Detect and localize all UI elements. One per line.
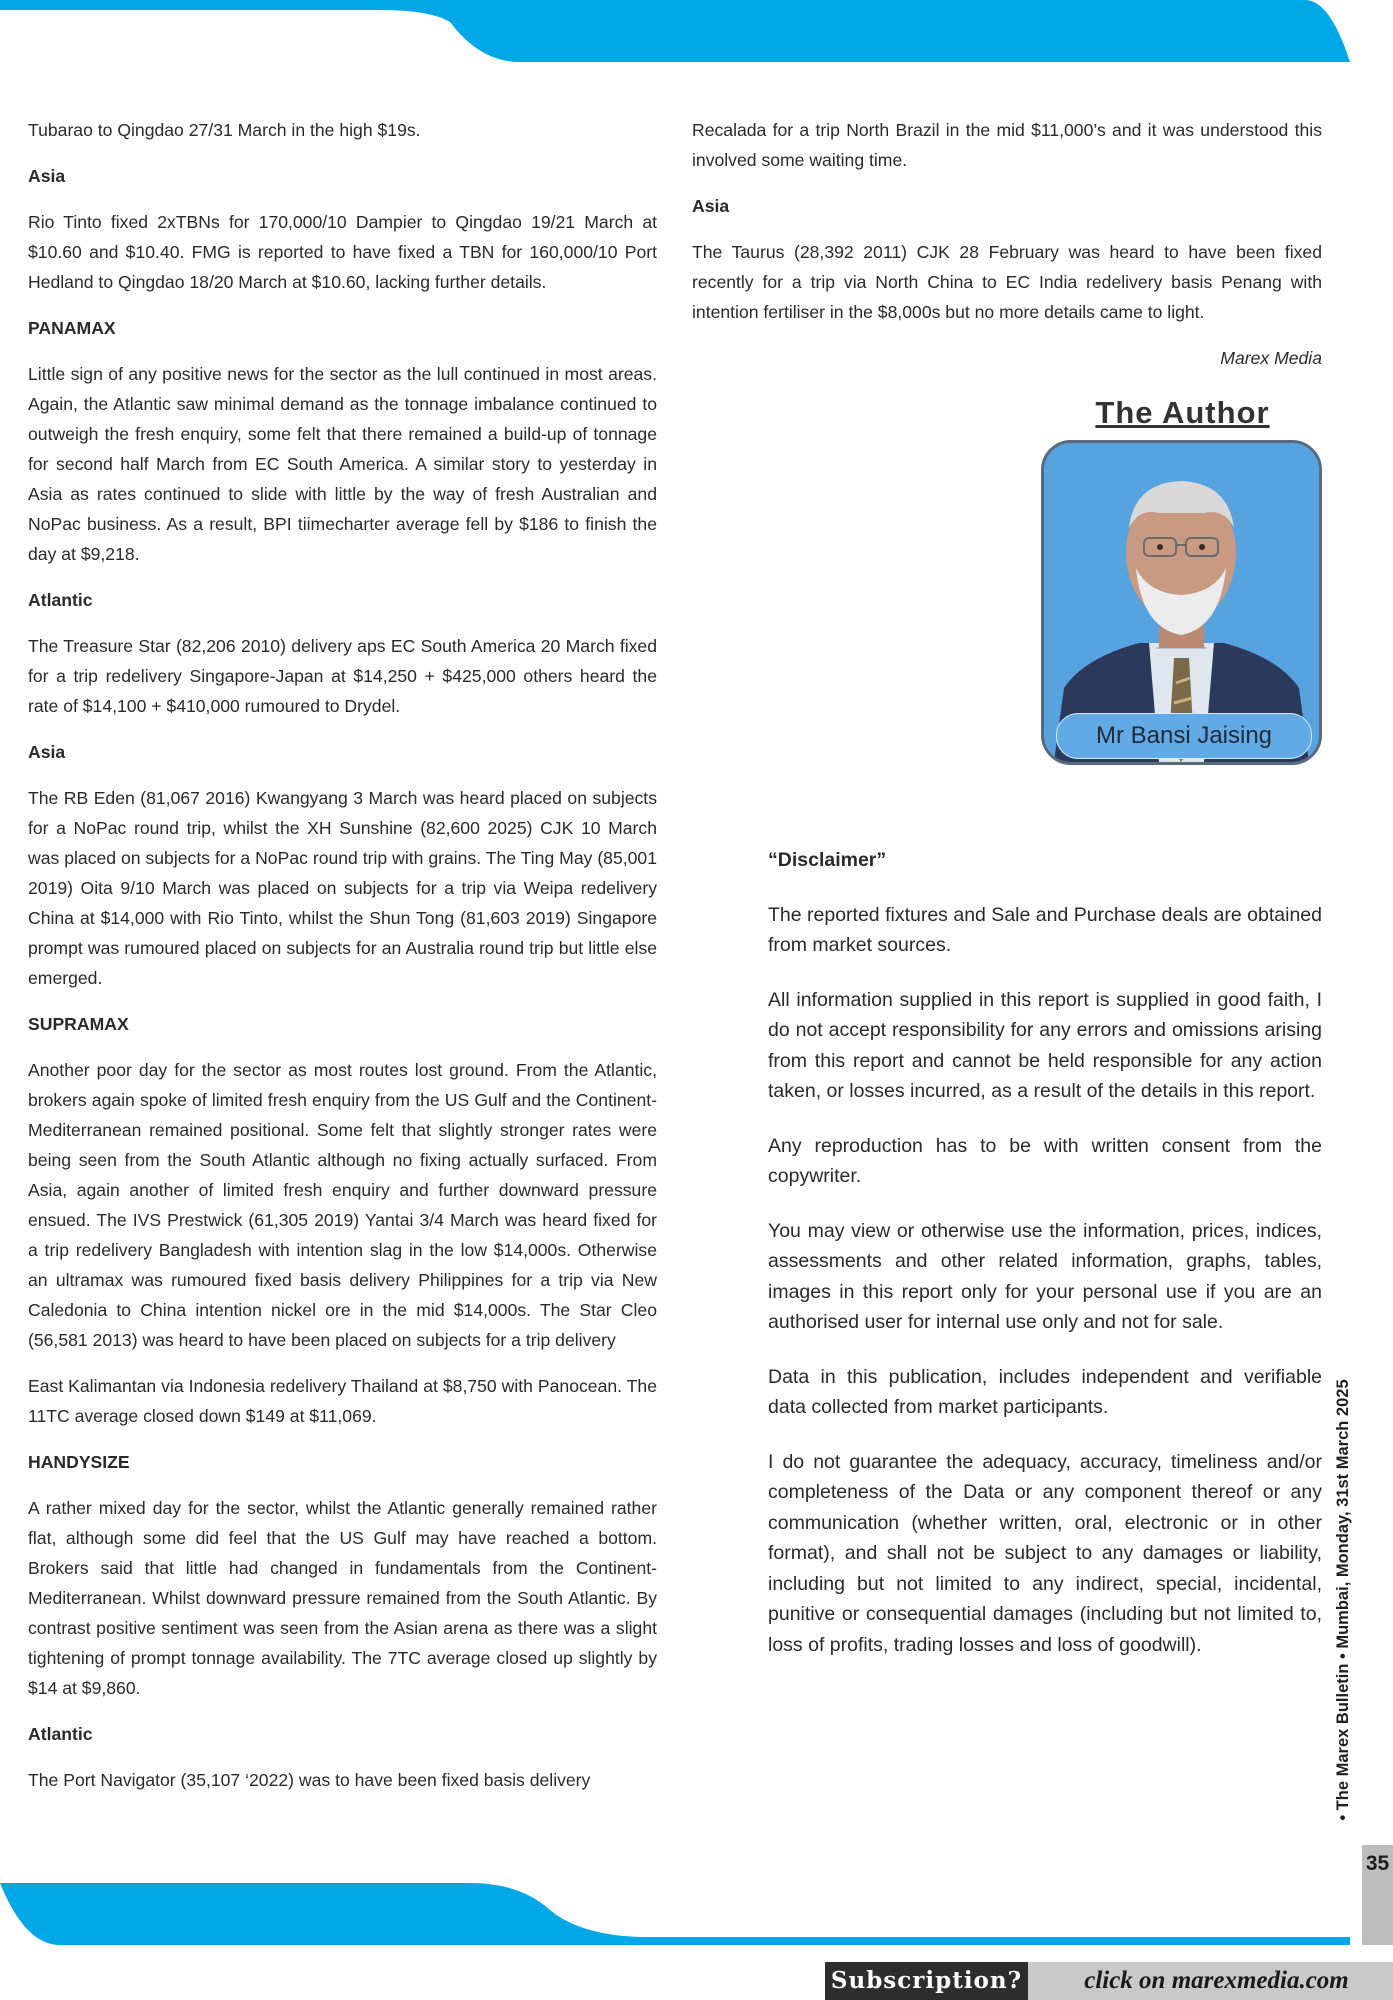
paragraph: Recalada for a trip North Brazil in the mid $11,000’s and it was understood this involved some waiting time. — [692, 120, 1322, 170]
left-column — [28, 115, 657, 1811]
disclaimer-paragraph: Any reproduction has to be with written consent from the copywriter. — [768, 1134, 1322, 1187]
paragraph: The Taurus (28,392 2011) CJK 28 February was heard to have been fixed recently for a trip via North China to EC India redelivery basis Penang with intention fertiliser in the $8,000s but no more details came to light. — [692, 242, 1322, 322]
vertical-publication-info: • The Marex Bulletin • Mumbai, Monday, 31st March 2025 — [1334, 1379, 1352, 1821]
section-heading-atlantic: Atlantic — [28, 1724, 93, 1744]
disclaimer-paragraph: The reported fixtures and Sale and Purchase deals are obtained from market sources. — [768, 903, 1322, 956]
subscription-label[interactable]: Subscription? — [825, 1962, 1028, 2000]
right-column — [692, 115, 1322, 389]
author-title: The Author — [1095, 395, 1270, 430]
disclaimer-paragraph: All information supplied in this report is supplied in good faith, I do not accept responsibility for any errors and omissions arising from this report and cannot be held responsible for any action taken, or losses incurred, as a result of the details in this report. — [768, 988, 1322, 1102]
disclaimer-heading: “Disclaimer” — [768, 849, 887, 871]
section-heading-asia: Asia — [28, 166, 66, 186]
paragraph: Rio Tinto fixed 2xTBNs for 170,000/10 Dampier to Qingdao 19/21 March at $10.60 and $10.40. FMG is reported to have fixed a TBN for 160,000/10 Port Hedland to Qingdao 18/20 March at $10.60, lacking further details. — [28, 212, 657, 292]
section-heading-panamax: PANAMAX — [28, 318, 116, 338]
paragraph: The RB Eden (81,067 2016) Kwangyang 3 March was heard placed on subjects for a NoPac round trip, whilst the XH Sunshine (82,600 2025) CJK 10 March was placed on subjects for a NoPac round trip with grains. The Ting May (85,001 2019) Oita 9/10 March was placed on subjects for a trip via Weipa redelivery China at $14,000 with Rio Tinto, whilst the Shun Tong (81,603 2019) Singapore prompt was rumoured placed on subjects for an Australia round trip but little else emerged. — [28, 788, 657, 988]
top-decorative-band — [0, 0, 1393, 70]
signature: Marex Media — [1220, 348, 1322, 368]
subscription-link[interactable]: click on marexmedia.com — [1084, 1967, 1349, 1994]
section-heading-supramax: SUPRAMAX — [28, 1014, 129, 1034]
author-name-label: Mr Bansi Jaising — [1056, 713, 1312, 759]
paragraph: The Treasure Star (82,206 2010) delivery aps EC South America 20 March fixed for a trip redelivery Singapore-Japan at $14,250 + $425,000 others heard the rate of $14,100 + $410,000 rumoured to Drydel. — [28, 636, 657, 716]
paragraph: Another poor day for the sector as most routes lost ground. From the Atlantic, brokers again spoke of limited fresh enquiry from the US Gulf and the Continent-Mediterranean remained positional. Some felt that slightly stronger rates were being seen from the South Atlantic although no fixing actually surfaced. From Asia, again another of limited fresh enquiry and further downward pressure ensued. The IVS Prestwick (61,305 2019) Yantai 3/4 March was heard fixed for a trip redelivery Bangladesh with intention slag in the low $14,000s. Otherwise an ultramax was rumoured fixed basis delivery Philippines for a trip via New Caledonia to China intention nickel ore in the mid $14,000s. The Star Cleo (56,581 2013) was heard to have been placed on subjects for a trip delivery — [28, 1060, 657, 1350]
paragraph: The Port Navigator (35,107 ‘2022) was to have been fixed basis delivery — [28, 1770, 591, 1790]
disclaimer-section — [768, 845, 1322, 1684]
disclaimer-paragraph: You may view or otherwise use the information, prices, indices, assessments and other related information, graphs, tables, images in this report only for your personal use if you are an authorised user for internal use only and not for sale. — [768, 1219, 1322, 1333]
page-number: 35 — [1365, 1852, 1390, 1875]
paragraph: East Kalimantan via Indonesia redelivery Thailand at $8,750 with Panocean. The 11TC average closed down $149 at $11,069. — [28, 1376, 657, 1426]
section-heading-asia: Asia — [692, 196, 730, 216]
paragraph: A rather mixed day for the sector, whilst the Atlantic generally remained rather flat, although some did feel that the US Gulf may have reached a bottom. Brokers said that little had changed in fundamentals from the Continent-Mediterranean. Whilst downward pressure remained from the South Atlantic. By contrast positive sentiment was seen from the Asian arena as there was a slight tightening of prompt tonnage availability. The 7TC average closed up slightly by $14 at $9,860. — [28, 1498, 657, 1698]
paragraph: Tubarao to Qingdao 27/31 March in the high $19s. — [28, 120, 421, 140]
section-heading-handysize: HANDYSIZE — [28, 1452, 130, 1472]
disclaimer-paragraph: I do not guarantee the adequacy, accuracy, timeliness and/or completeness of the Data or any component thereof or any communication (whether written, oral, electronic or in other format), and shall not be subject to any damages or liability, including but not limited to any indirect, special, incidental, punitive or consequential damages (including but not limited to, loss of profits, trading losses and loss of goodwill). — [768, 1450, 1322, 1656]
section-heading-asia: Asia — [28, 742, 66, 762]
section-heading-atlantic: Atlantic — [28, 590, 93, 610]
disclaimer-paragraph: Data in this publication, includes independent and verifiable data collected from market participants. — [768, 1365, 1322, 1418]
bottom-decorative-band — [0, 1875, 1393, 1945]
paragraph: Little sign of any positive news for the sector as the lull continued in most areas. Again, the Atlantic saw minimal demand as the tonnage imbalance continued to outweigh the fresh enquiry, some felt that there remained a build-up of tonnage for second half March from EC South America. A similar story to yesterday in Asia as rates continued to slide with little by the way of fresh Australian and NoPac business. As a result, BPI tiimecharter average fell by $186 to finish the day at $9,218. — [28, 364, 657, 564]
